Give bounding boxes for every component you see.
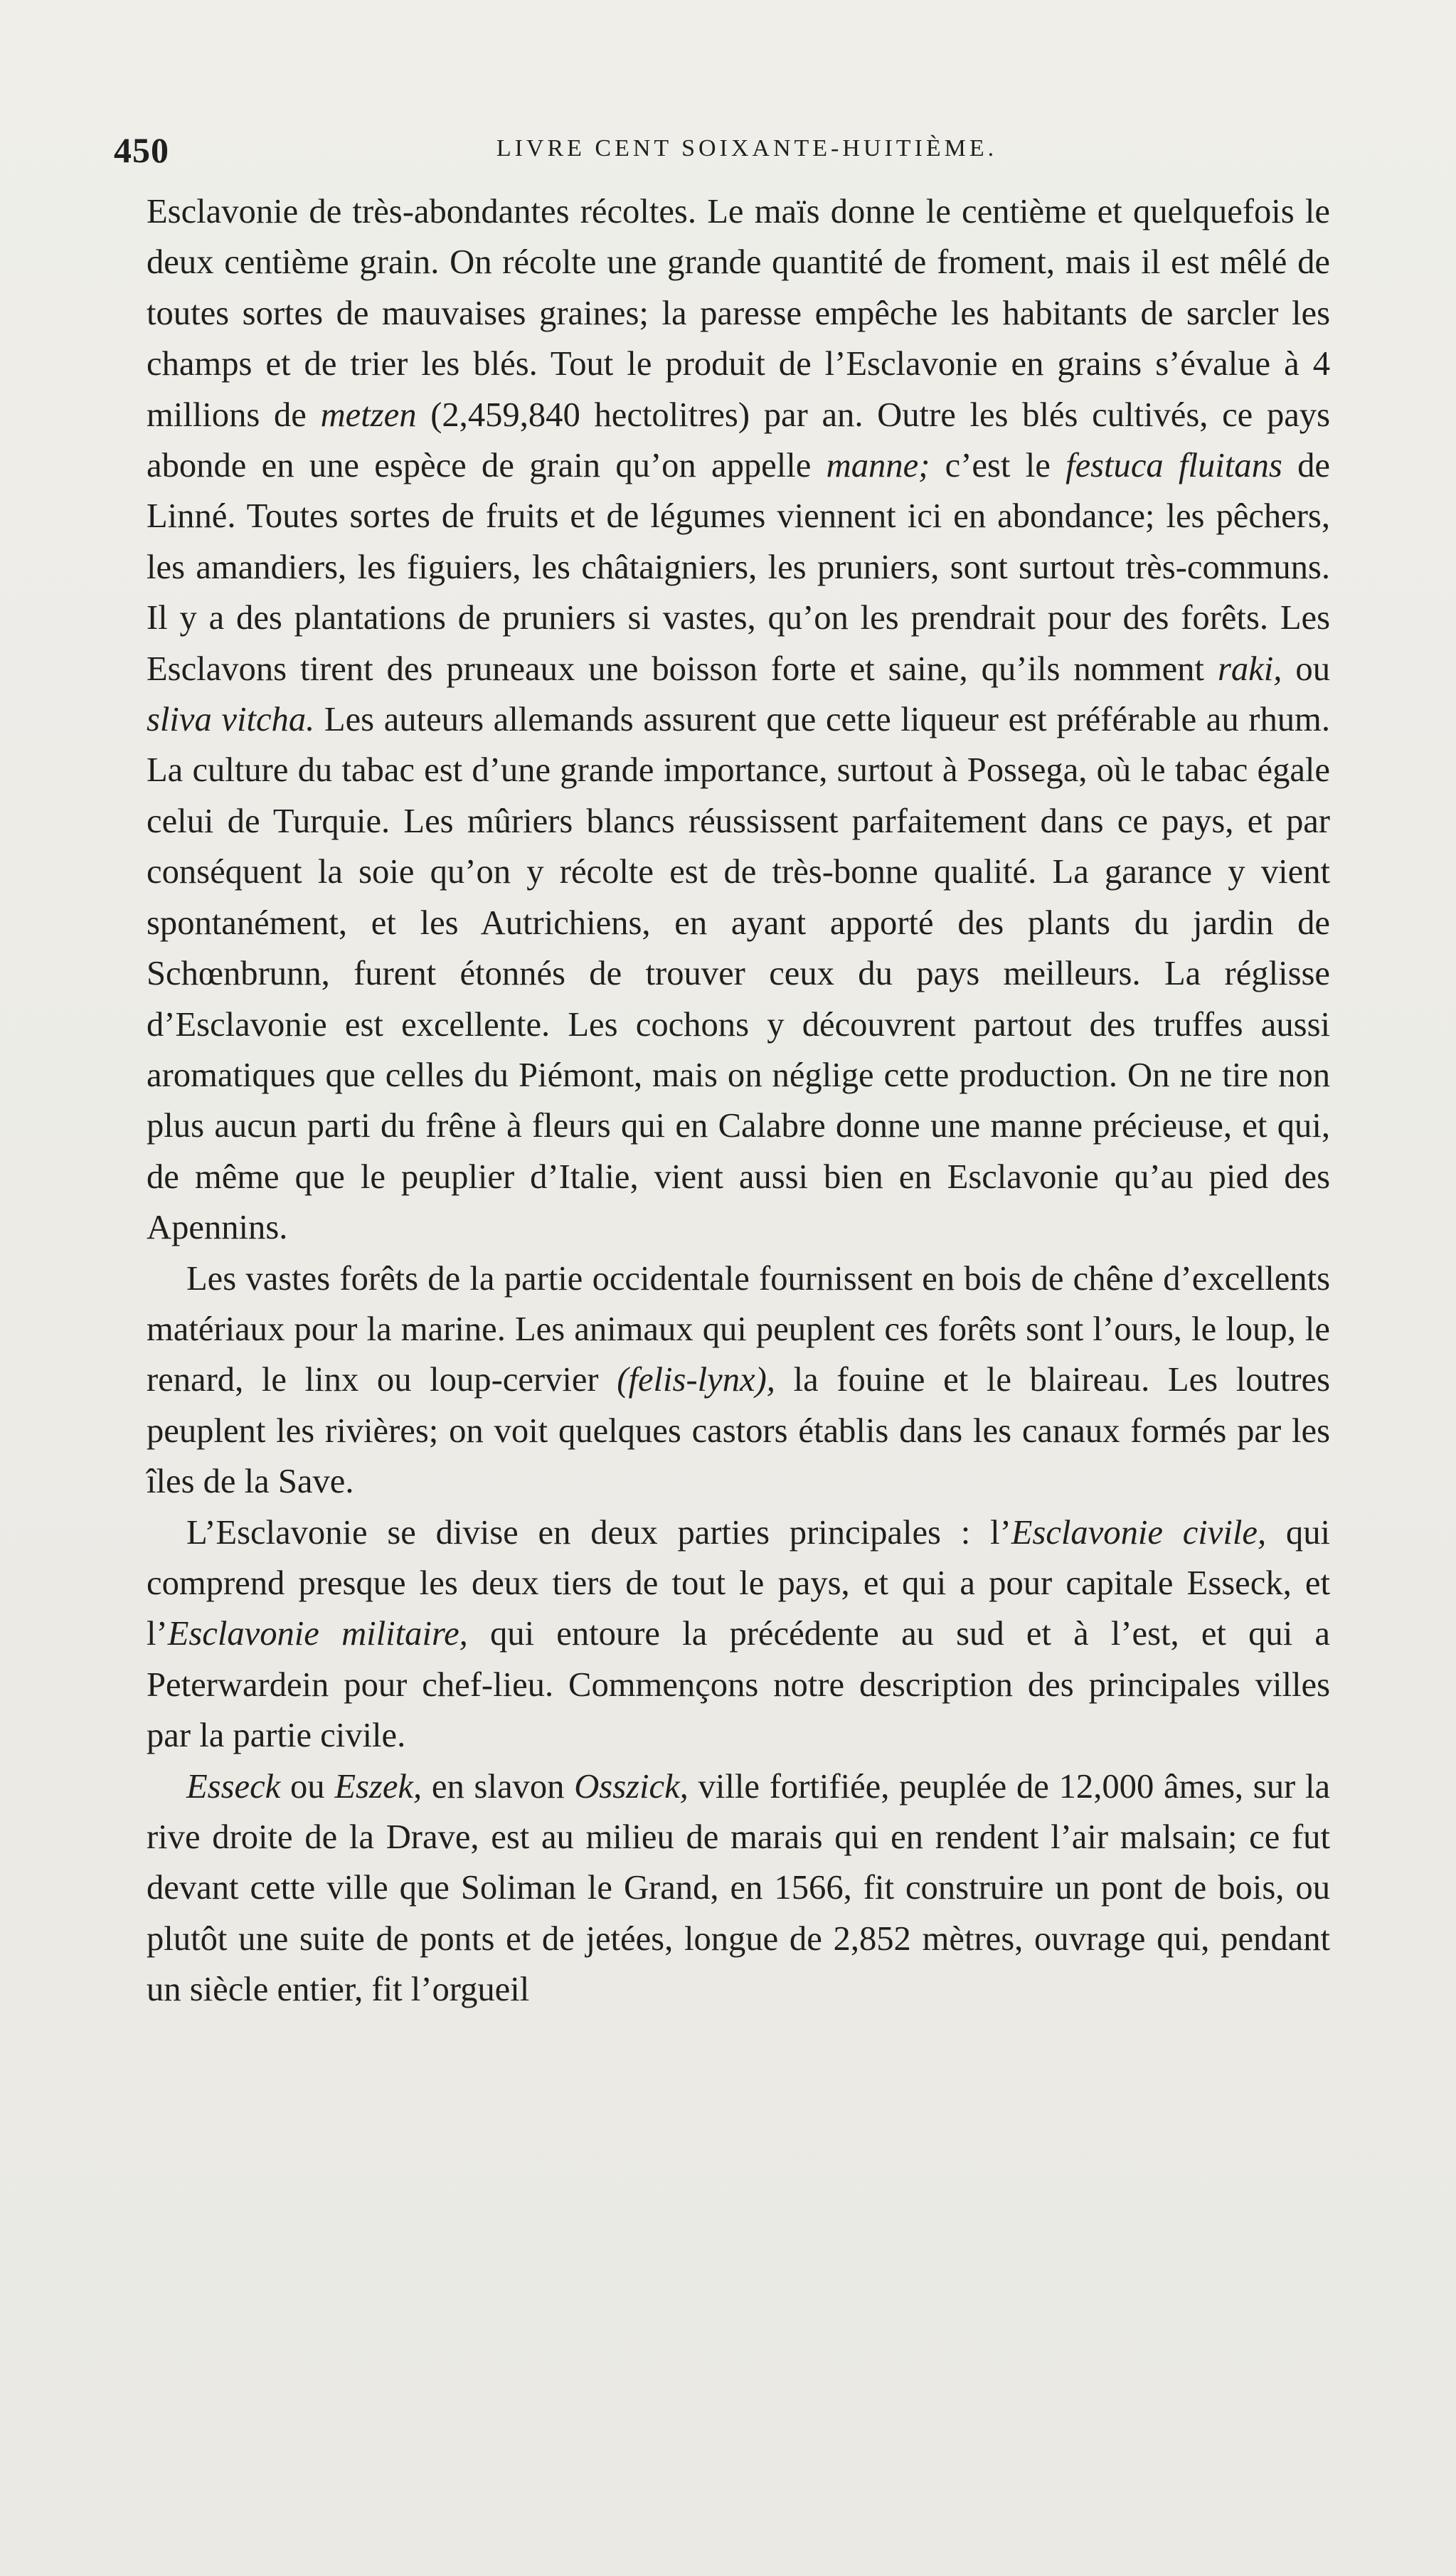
page-number: 450	[114, 130, 169, 170]
running-title: LIVRE CENT SOIXANTE-HUITIÈME.	[496, 135, 998, 161]
italic-text: Esclavonie militaire,	[167, 1614, 468, 1653]
text-run: de Linné. Toutes sortes de fruits et de légumes viennent ici en abondance; les pêchers, les amandiers, les figuiers, les châtaigniers, les pruniers, sont surtout très-communs. Il y a des plantations de pruniers si vastes, qu’on les prendrait pour des forêts. Les Esclavons tirent des pruneaux une boisson forte et saine, qu’ils nomment	[147, 446, 1330, 688]
italic-text: manne;	[826, 446, 930, 485]
italic-text: metzen	[320, 395, 417, 434]
text-run: ville fortifiée, peuplée de 12,000 âmes, sur la rive droite de la Drave, est au milieu de marais qui en rendent l’air malsain; ce fut devant cette ville que Soliman le Grand, en 1566, fit construire un pont de bois, ou plutôt une suite de ponts et de jetées, longue de 2,852 mètres, ouvrage qui, pendant un siècle entier, fit l’orgueil	[147, 1766, 1331, 2009]
text-run: qui comprend presque les deux tiers de tout le pays, et qui a pour capitale Esseck, et l’	[147, 1512, 1330, 1653]
paragraph-3	[147, 1507, 1330, 1761]
text-run: en slavon	[422, 1766, 575, 1806]
italic-text: Osszick,	[574, 1766, 689, 1806]
paragraph-1	[147, 186, 1330, 1253]
body-text	[147, 186, 1330, 2015]
italic-text: Eszek,	[334, 1766, 423, 1806]
paragraph-4	[147, 1761, 1330, 2015]
text-run: Esclavonie de très-abondantes récoltes. Le maïs donne le centième et quelquefois le deux centième grain. On récolte une grande quantité de froment, mais il est mêlé de toutes sortes de mauvaises graines; la paresse empêche les habitants de sarcler les champs et de trier les blés. Tout le produit de l’Esclavonie en grains s’évalue à 4 millions de	[147, 192, 1330, 434]
text-run: Les auteurs allemands assurent que cette liqueur est préférable au rhum. La culture du tabac est d’une grande importance, surtout à Possega, où le tabac égale celui de Turquie. Les mûriers blancs réussissent parfaitement dans ce pays, et par conséquent la soie qu’on y récolte est de très-bonne qualité. La garance y vient spontanément, et les Autrichiens, en ayant apporté des plants du jardin de Schœnbrunn, furent étonnés de trouver ceux du pays meilleurs. La réglisse d’Esclavonie est excellente. Les cochons y découvrent partout des truffes aussi aromatiques que celles du Piémont, mais on néglige cette production. On ne tire non plus aucun parti du frêne à fleurs qui en Calabre donne une manne précieuse, et qui, de même que le peuplier d’Italie, vient aussi bien en Esclavonie qu’au pied des Apennins.	[147, 700, 1330, 1247]
text-run: ou	[1282, 649, 1330, 688]
text-run: la fouine et le blaireau. Les loutres peuplent les rivières; on voit quelques castors établis dans les canaux formés par les îles de la Save.	[147, 1360, 1330, 1501]
italic-text: festuca fluitans	[1066, 446, 1282, 485]
text-run: (2,459,840 hectolitres) par an. Outre les blés cultivés, ce pays abonde en une espèce de grain qu’on appelle	[147, 395, 1331, 485]
text-run: qui entoure la précédente au sud et à l’est, et qui a Peterwardein pour chef-lieu. Commençons notre description des principales villes par la partie civile.	[147, 1614, 1330, 1755]
text-run: Les vastes forêts de la partie occidentale fournissent en bois de chêne d’excellents matériaux pour la marine. Les animaux qui peuplent ces forêts sont l’ours, le loup, le renard, le linx ou loup-cervier	[147, 1258, 1330, 1399]
text-run: c’est le	[930, 446, 1066, 485]
italic-text: (felis-lynx),	[617, 1360, 775, 1399]
paragraph-2	[147, 1253, 1330, 1507]
text-run: ou	[280, 1766, 335, 1806]
italic-text: sliva vitcha.	[147, 700, 315, 739]
italic-text: Esclavonie civile,	[1011, 1512, 1267, 1552]
italic-text: Esseck	[186, 1766, 281, 1806]
text-run: L’Esclavonie se divise en deux parties principales : l’	[186, 1512, 1011, 1552]
page-header	[114, 129, 1380, 179]
italic-text: raki,	[1217, 649, 1282, 688]
